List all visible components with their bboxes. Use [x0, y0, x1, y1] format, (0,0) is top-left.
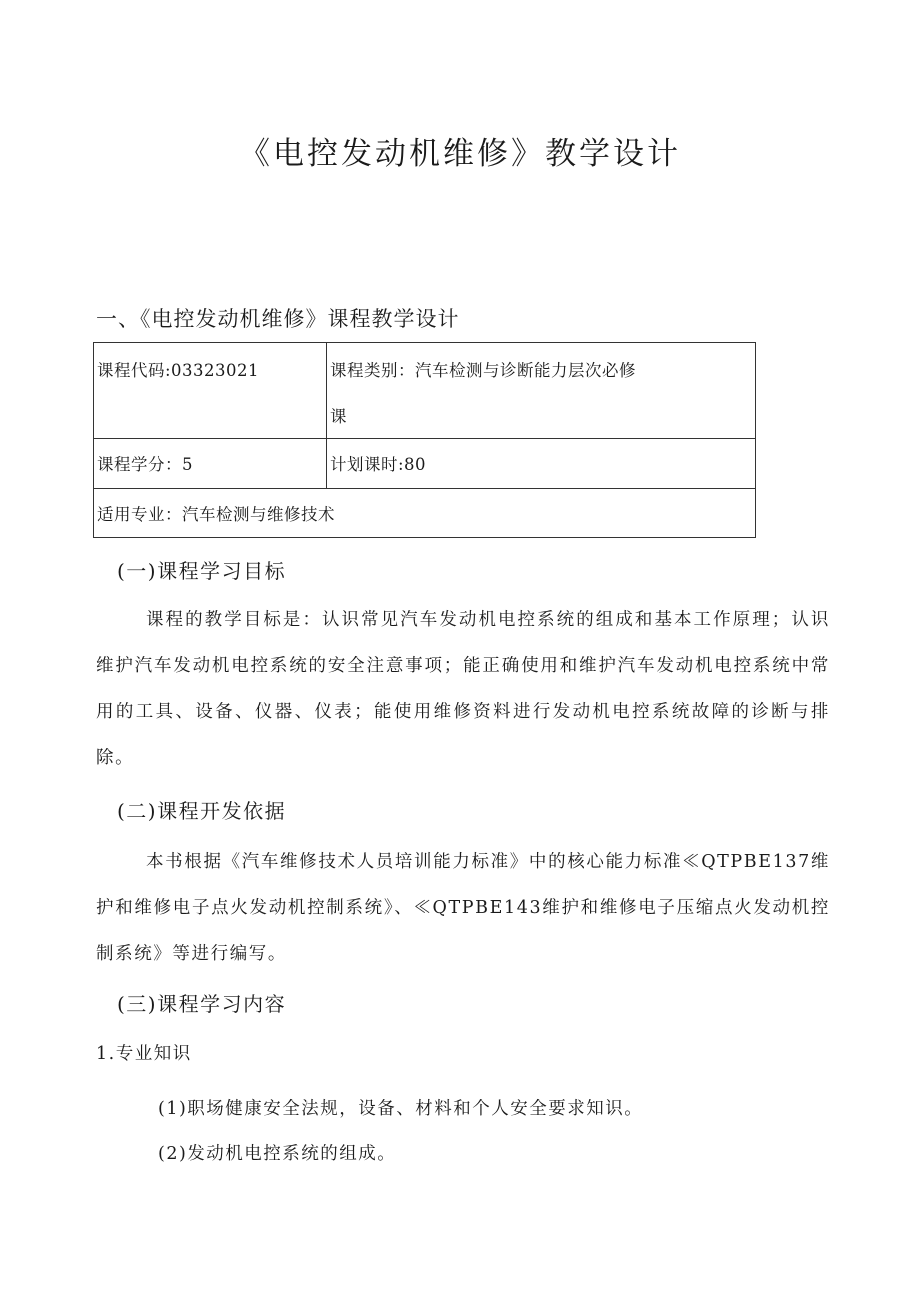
table-row — [94, 439, 756, 488]
table-row — [94, 343, 756, 439]
content-item-1: 1.专业知识 — [96, 1044, 192, 1064]
applicable-major: 适用专业：汽车检测与维修技术 — [97, 504, 335, 524]
course-code: 课程代码:03323021 — [97, 361, 260, 380]
course-code-cell — [94, 343, 327, 439]
content-subitem-1: (1)职场健康安全法规，设备、材料和个人安全要求知识。 — [158, 1099, 644, 1119]
content-heading: (三)课程学习内容 — [117, 992, 287, 1016]
course-credits-cell — [94, 439, 327, 488]
goals-heading: (一)课程学习目标 — [117, 559, 287, 583]
course-category-cell — [327, 343, 756, 439]
basis-paragraph: 本书根据《汽车维修技术人员培训能力标准》中的核心能力标准≪QTPBE137维护和维修电子点火发动机控制系统》、≪QTPBE143维护和维修电子压缩点火发动机控制系统》等进行编写。 — [96, 852, 830, 964]
course-hours-cell — [327, 439, 756, 488]
course-hours: 计划课时:80 — [330, 455, 427, 475]
course-credits: 课程学分：5 — [97, 455, 193, 475]
course-category — [327, 343, 755, 431]
basis-heading: (二)课程开发依据 — [117, 799, 287, 823]
goals-paragraph: 课程的教学目标是：认识常见汽车发动机电控系统的组成和基本工作原理；认识维护汽车发动机电控系统的安全注意事项；能正确使用和维护汽车发动机电控系统中常用的工具、设备、仪器、仪表；能使用维修资料进行发动机电控系统故障的诊断与排除。 — [96, 610, 830, 768]
section-heading-course-design: 一、《电控发动机维修》课程教学设计 — [96, 307, 460, 331]
document-title: 《电控发动机维修》教学设计 — [239, 136, 681, 172]
applicable-major-cell — [94, 488, 756, 537]
table-row — [94, 488, 756, 537]
content-subitem-2: (2)发动机电控系统的组成。 — [158, 1144, 397, 1164]
course-category-line1: 课程类别：汽车检测与诊断能力层次必修 — [330, 361, 636, 380]
course-category-line2: 课 — [330, 407, 347, 426]
course-info-table — [93, 342, 756, 538]
